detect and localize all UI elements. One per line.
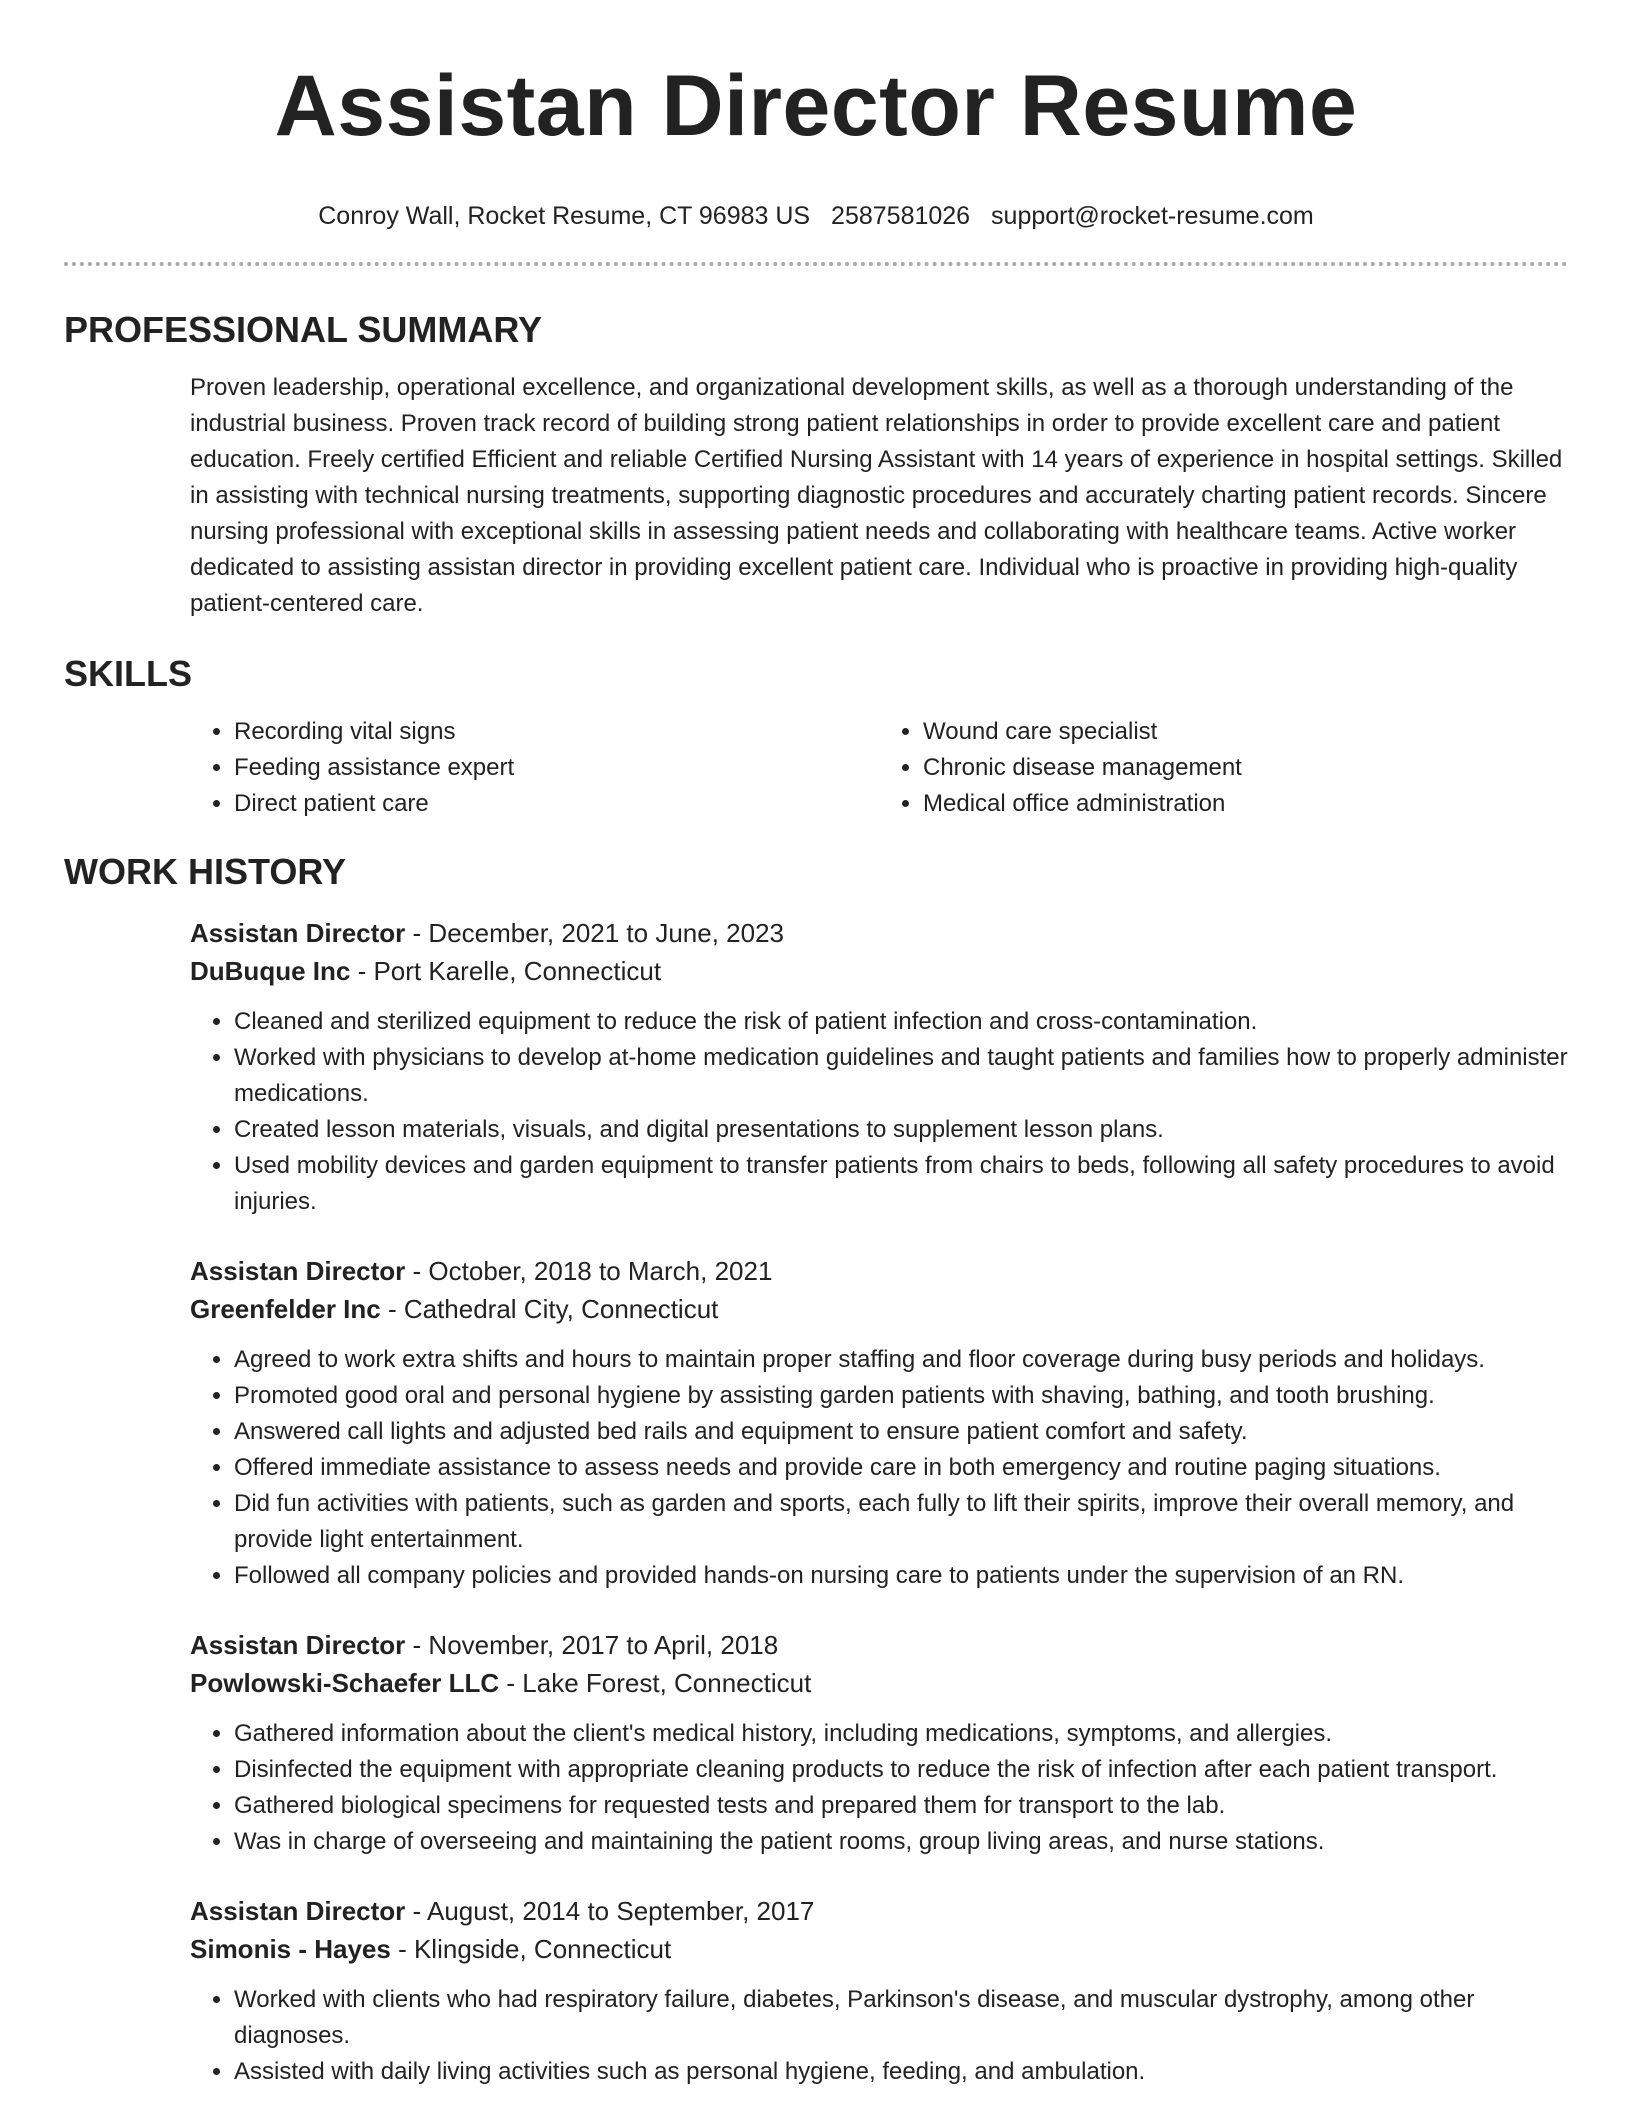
skill-item: • Direct patient care <box>234 786 879 822</box>
job-bullet: • Was in charge of overseeing and maintaining the patient rooms, group living areas, and nurse stations. <box>234 1824 1568 1860</box>
job-company-line <box>190 952 1568 990</box>
job-bullets <box>190 1004 1568 1220</box>
section-heading: PROFESSIONAL SUMMARY <box>64 309 543 350</box>
job-location: - Lake Forest, Connecticut <box>499 1668 812 1698</box>
page-title: Assistan Director Resume <box>274 58 1358 154</box>
job-entry <box>190 1252 1568 1594</box>
skills-section <box>64 652 1568 822</box>
job-location: - Port Karelle, Connecticut <box>350 956 662 986</box>
job-entry <box>190 1626 1568 1860</box>
job-company-line <box>190 1290 1568 1328</box>
job-company-line <box>190 1930 1568 1968</box>
job-title: Assistan Director <box>190 1256 406 1286</box>
job-dates: - December, 2021 to June, 2023 <box>405 918 785 948</box>
skill-item: • Recording vital signs <box>234 714 879 750</box>
job-dates: - October, 2018 to March, 2021 <box>405 1256 773 1286</box>
job-title-line <box>190 1626 1568 1664</box>
job-bullet: • Followed all company policies and provided hands-on nursing care to patients under the supervision of an RN. <box>234 1558 1568 1594</box>
professional-summary-section <box>64 308 1568 622</box>
section-heading: SKILLS <box>64 653 193 694</box>
job-bullet: • Cleaned and sterilized equipment to reduce the risk of patient infection and cross-contamination. <box>234 1004 1568 1040</box>
skill-item: • Chronic disease management <box>923 750 1568 786</box>
job-bullet: • Used mobility devices and garden equipment to transfer patients from chairs to beds, following all safety procedures to avoid injuries. <box>234 1148 1568 1220</box>
job-company: Greenfelder Inc <box>190 1294 381 1324</box>
job-location: - Cathedral City, Connecticut <box>380 1294 719 1324</box>
job-title-line <box>190 914 1568 952</box>
job-dates: - November, 2017 to April, 2018 <box>405 1630 779 1660</box>
job-company: Powlowski-Schaefer LLC <box>190 1668 500 1698</box>
job-bullet: • Gathered biological specimens for requested tests and prepared them for transport to the lab. <box>234 1788 1568 1824</box>
job-bullet: • Promoted good oral and personal hygiene by assisting garden patients with shaving, bathing, and tooth brushing. <box>234 1378 1568 1414</box>
contact-phone: 2587581026 <box>831 202 971 230</box>
job-title: Assistan Director <box>190 1896 406 1926</box>
section-heading: WORK HISTORY <box>64 851 347 892</box>
job-bullet: • Answered call lights and adjusted bed rails and equipment to ensure patient comfort and safety. <box>234 1414 1568 1450</box>
contact-email: support@rocket-resume.com <box>991 202 1314 230</box>
skills-column-right <box>879 714 1568 822</box>
skills-column-left <box>190 714 879 822</box>
contact-address: Conroy Wall, Rocket Resume, CT 96983 US <box>318 202 811 230</box>
summary-text: Proven leadership, operational excellence, and organizational development skills, as well as a thorough understanding of the industrial business. Proven track record of building strong patient relationships in order to provide excellent care and patient education. Freely certified Efficient and reliable Certified Nursing Assistant with 14 years of experience in hospital settings. Skilled in assisting with technical nursing treatments, supporting diagnostic procedures and accurately charting patient records. Sincere nursing professional with exceptional skills in assessing patient needs and collaborating with healthcare teams. Active worker dedicated to assisting assistan director in providing excellent patient care. Individual who is proactive in providing high-quality patient-centered care. <box>190 374 1563 617</box>
skills-list <box>190 714 1568 822</box>
job-dates: - August, 2014 to September, 2017 <box>405 1896 815 1926</box>
job-bullet: • Agreed to work extra shifts and hours to maintain proper staffing and floor coverage during busy periods and holidays. <box>234 1342 1568 1378</box>
job-bullets <box>190 1342 1568 1594</box>
work-history-section <box>64 850 1568 2090</box>
job-title-line <box>190 1252 1568 1290</box>
job-entry <box>190 914 1568 1220</box>
job-bullet: • Disinfected the equipment with appropriate cleaning products to reduce the risk of infection after each patient transport. <box>234 1752 1568 1788</box>
resume-header <box>64 0 1568 266</box>
job-bullets <box>190 1982 1568 2090</box>
job-title: Assistan Director <box>190 918 406 948</box>
header-divider <box>64 262 1568 266</box>
contact-line <box>64 200 1568 232</box>
job-bullet: • Gathered information about the client's medical history, including medications, symptoms, and allergies. <box>234 1716 1568 1752</box>
job-bullet: • Did fun activities with patients, such as garden and sports, each fully to lift their spirits, improve their overall memory, and provide light entertainment. <box>234 1486 1568 1558</box>
job-entry <box>190 1892 1568 2090</box>
job-bullet: • Offered immediate assistance to assess needs and provide care in both emergency and routine paging situations. <box>234 1450 1568 1486</box>
job-bullet: • Created lesson materials, visuals, and digital presentations to supplement lesson plans. <box>234 1112 1568 1148</box>
job-company-line <box>190 1664 1568 1702</box>
skill-item: • Wound care specialist <box>923 714 1568 750</box>
job-bullets <box>190 1716 1568 1860</box>
job-title: Assistan Director <box>190 1630 406 1660</box>
skill-item: • Feeding assistance expert <box>234 750 879 786</box>
job-location: - Klingside, Connecticut <box>390 1934 672 1964</box>
skill-item: • Medical office administration <box>923 786 1568 822</box>
job-company: Simonis - Hayes <box>190 1934 391 1964</box>
job-company: DuBuque Inc <box>190 956 351 986</box>
job-bullet: • Assisted with daily living activities such as personal hygiene, feeding, and ambulation. <box>234 2054 1568 2090</box>
job-bullet: • Worked with clients who had respiratory failure, diabetes, Parkinson's disease, and muscular dystrophy, among other diagnoses. <box>234 1982 1568 2054</box>
job-bullet: • Worked with physicians to develop at-home medication guidelines and taught patients and families how to properly administer medications. <box>234 1040 1568 1112</box>
job-title-line <box>190 1892 1568 1930</box>
